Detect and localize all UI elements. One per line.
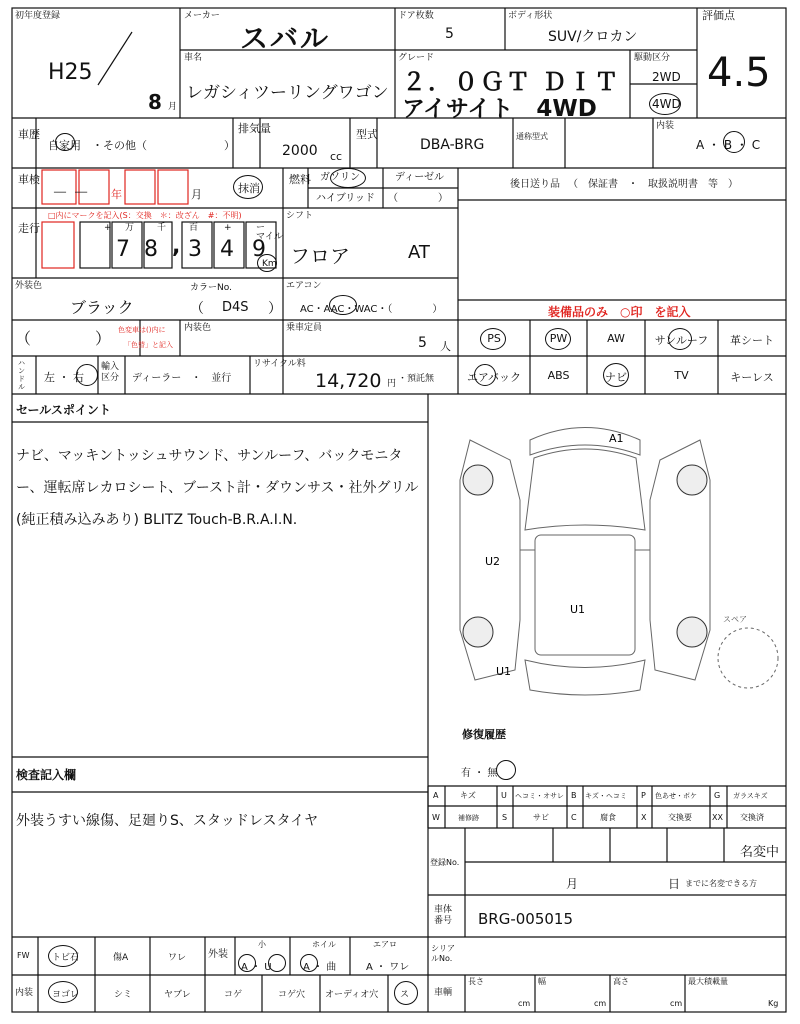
equip-navi-circle [603,363,629,387]
equip-airbag-circle [474,364,496,386]
body-type-label: ボディ形状 [508,11,553,21]
small-u-circle [268,954,286,972]
model-designation-label: 通称型式 [516,132,548,141]
legend-u: U [501,791,507,800]
small-a-circle [238,954,256,972]
inspection-notes-title: 検査記入欄 [16,768,77,782]
legend-w-desc: 補修跡 [458,814,479,822]
length-cm: cm [518,999,531,1008]
month-label: 月 [168,102,178,112]
legend-s: S [502,813,508,822]
mileage-label: 走行 [18,222,40,235]
mileage-km-circle [257,254,277,272]
recycle-value: 14,720 [315,370,382,392]
height-label: 高さ [613,977,629,986]
displacement-label: 排気量 [238,122,271,135]
fw-label: FW [17,951,30,960]
legend-xx-desc: 交換済 [740,813,764,822]
color-no-open: （ [190,301,204,317]
equip-pw: PW [549,332,568,345]
mileage-comma: , [172,234,181,259]
legend-x-desc: 交換要 [668,813,692,822]
chassis-value: BRG-005015 [478,910,574,928]
color-change-note-2: 「色替」と記入 [124,341,173,349]
tobiishi: トビ石 [52,953,80,963]
car-diagram [430,400,784,720]
naisou-label: 内装 [15,988,34,998]
serial-label: シリアルNo. [431,944,455,963]
import-value: ディーラー ・ 並行 [132,373,232,384]
unregistered-circle [233,175,263,199]
equip-pw-circle [545,328,571,350]
fuel-other: （ ） [388,193,448,204]
year-label: 年 [111,188,122,201]
history-options: 自家用 ・その他（ ） [48,139,235,152]
mileage-digit-3: 3 [188,237,202,262]
legend-xx: XX [712,813,723,822]
cc-unit: cc [330,150,343,163]
color-no-value: D4S [222,300,249,315]
kizu-a: 傷A [113,953,129,963]
legend-b: B [571,791,577,800]
model-label: 型式 [356,128,378,141]
legend-a: A [433,791,439,800]
spare-label: スペア [723,615,747,624]
mileage-mile: マイル [256,232,283,242]
recycle-label: リサイクル料 [253,359,306,369]
score-label: 評価点 [702,9,735,22]
sales-points-text: ナビ、マッキントッシュサウンド、サンルーフ、バックモニター、運転席レカロシート、ブースト計・ダウンサス・社外グリル(純正積み込みあり) BLITZ Touch-B.R.A.I.N. [16,448,419,528]
yogore-circle [48,981,78,1003]
name-change: 名変中 [740,845,780,860]
month-label-2: 月 [191,188,202,201]
maker-value: スバル [240,22,331,55]
handle-label: ハンドル [18,359,25,391]
shift-value: フロア [290,244,350,268]
unit-hyaku: 百 [189,223,199,233]
wheel-a-circle [300,954,318,972]
drive-label: 駆動区分 [634,53,671,63]
mileage-digit-1: 7 [116,237,130,262]
audio-hole: オーディオ穴 [325,990,379,1000]
max-load-label: 最大積載量 [688,977,728,986]
capacity-label: 乗車定員 [286,323,323,333]
color-no-close: ） [268,301,282,317]
shimi: シミ [114,990,133,1000]
handle-circle [76,364,98,386]
mileage-digit-4: 4 [220,237,234,262]
post-items-list: （ 保証書 ・ 取扱説明書 等 ） [568,179,738,190]
kogeana: コゲ穴 [278,990,306,1000]
grade-line2: アイサイト 4WD [402,96,597,122]
inspection-notes-text: 外装うすい線傷、足廻りS、スタッドレスタイヤ [16,813,319,829]
interior-label: 内装 [656,121,675,131]
legend-g-desc: ガラスキズ [733,792,768,800]
reg-day-label: 日 [668,877,681,891]
small-label: 小 [258,940,266,949]
displacement-value: 2000 [282,143,318,159]
unit-sen: 千 [157,223,167,233]
small-opts: A ・ U [241,962,272,973]
yabure: ヤブレ [164,990,191,1000]
color-change-close: ） [95,329,112,348]
repair-none-circle [496,760,516,780]
drive-4wd: 4WD [652,97,681,111]
wheel-opts: A ・ 曲 [303,962,337,973]
tobiishi-circle [48,945,78,967]
grade-label: グレード [398,53,435,63]
su-circle [394,981,418,1005]
color-change-open: （ [15,329,32,348]
equip-sunroof: サンルーフ [654,334,709,347]
persons-unit: 人 [440,340,451,353]
fuel-diesel: ディーゼル [395,172,444,183]
width-label: 幅 [538,977,546,986]
equip-tv: TV [674,369,689,382]
wheel-label: ホイル [312,940,336,949]
model-value: DBA-BRG [420,137,485,153]
legend-c: C [571,813,577,822]
fuel-hybrid: ハイブリッド [316,193,375,204]
legend-x: X [641,813,647,822]
color-no-label: カラーNo. [190,283,232,293]
color-change-note-1: 色変車は()内に [118,326,166,334]
width-cm: cm [594,999,607,1008]
koge: コゲ [224,990,243,1000]
doors-label: ドア枚数 [398,11,434,21]
equip-ps-circle [480,328,506,350]
exterior-color-value: ブラック [70,298,134,317]
unit-man: 万 [125,223,135,233]
chassis-label: 車体番号 [434,905,453,926]
equip-sunroof-circle [668,328,692,350]
yen-label: 円 [387,379,397,389]
unit-plus-1: + [104,223,112,233]
fuel-label: 燃料 [289,173,311,186]
grade-line1: ２．０ＧＴ ＤＩＴ [402,68,621,96]
legend-p: P [641,791,646,800]
drive-4wd-circle [649,93,681,115]
legend-s-desc: サビ [533,813,549,822]
legend-u-desc: ヘコミ・オサレ [515,792,564,800]
legend-a-desc: キズ [460,791,476,800]
aero-label: エアロ [373,940,397,949]
reg-year: H25 [48,60,93,85]
mileage-digit-5: 9 [252,237,266,262]
body-type-value: SUV/クロカン [548,29,638,45]
equip-aw: AW [607,332,625,345]
drive-2wd: 2WD [652,70,681,84]
equip-abs: ABS [547,369,570,382]
score-value: 4.5 [707,50,771,96]
deposit-label: ・預託無 [398,374,435,384]
maker-label: メーカー [184,11,220,21]
gaisou-label: 外装 [208,949,228,960]
fuel-gasoline: ガソリン [320,172,360,183]
equip-airbag: エアバック [466,371,522,384]
history-label: 車歴 [18,128,40,141]
damage-u2: U2 [485,555,501,568]
first-reg-label: 初年度登録 [15,11,61,21]
exterior-color-label: 外装色 [15,281,43,291]
aircon-label: エアコン [286,281,322,291]
inspection-label: 車検 [18,173,40,186]
sales-points-title: セールスポイント [16,403,111,417]
shift-label: シフト [286,211,314,221]
aero-opts: A ・ ワレ [366,962,410,973]
car-name-value: レガシィツーリングワゴン [186,83,389,103]
registration-label: 登録No. [430,858,460,867]
damage-u1-center: U1 [570,603,586,616]
unit-plus-2: + [224,223,232,233]
ware: ワレ [168,953,187,963]
interior-grades: A ・ B ・ C [696,138,761,152]
fuel-gasoline-circle [330,168,366,188]
interior-b-circle [723,131,745,153]
legend-p-desc: 色あせ・ボケ [655,792,697,800]
equip-leather: 革シート [730,334,774,347]
height-cm: cm [670,999,683,1008]
transmission-value: AT [408,242,430,263]
post-items-label: 後日送り品 [510,179,560,190]
capacity-value: 5 [418,335,427,351]
legend-c-desc: 腐食 [600,813,616,822]
equip-ps: PS [487,332,501,345]
unregistered: 抹消 [238,182,260,195]
reg-month-label: 月 [566,877,579,891]
legend-g: G [714,791,721,800]
inspection-value: － － [52,183,90,202]
doors-value: 5 [445,26,454,42]
history-circle [55,133,75,151]
equipment-note: 装備品のみ ○印 を記入 [548,305,691,319]
yogore: ヨゴレ [52,990,80,1000]
legend-b-desc: キズ・ヘコミ [585,792,627,800]
repair-history-label: 修復履歴 [462,728,506,741]
damage-a1: A1 [609,432,624,445]
interior-color-label: 内装色 [184,323,212,333]
handle-value: 左 ・ 右 [44,371,84,384]
max-load-kg: Kg [768,999,779,1008]
dimensions-label: 車輌 [434,988,453,998]
aircon-circle [329,295,357,315]
by-date-label: までに名変できる方 [685,879,757,888]
legend-w: W [432,813,440,822]
length-label: 長さ [468,977,484,986]
mileage-km: Km [262,259,277,269]
mileage-note: □内にマークを記入(S：交換 ＊：改ざん #：不明) [48,211,242,220]
equip-navi: ナビ [605,371,627,384]
mileage-digit-2: 8 [144,237,158,262]
reg-month: 8 [148,90,162,114]
su-label: ス [400,990,410,1000]
car-name-label: 車名 [184,53,203,63]
repair-options: 有 ・ 無 [461,768,498,779]
damage-u1-bottom: U1 [496,665,512,678]
aircon-value: AC・AAC・WAC・（ ） [300,304,443,315]
equip-keyless: キーレス [730,371,774,384]
import-label: 輸入区分 [101,362,120,383]
unit-minus: ー [256,223,266,233]
